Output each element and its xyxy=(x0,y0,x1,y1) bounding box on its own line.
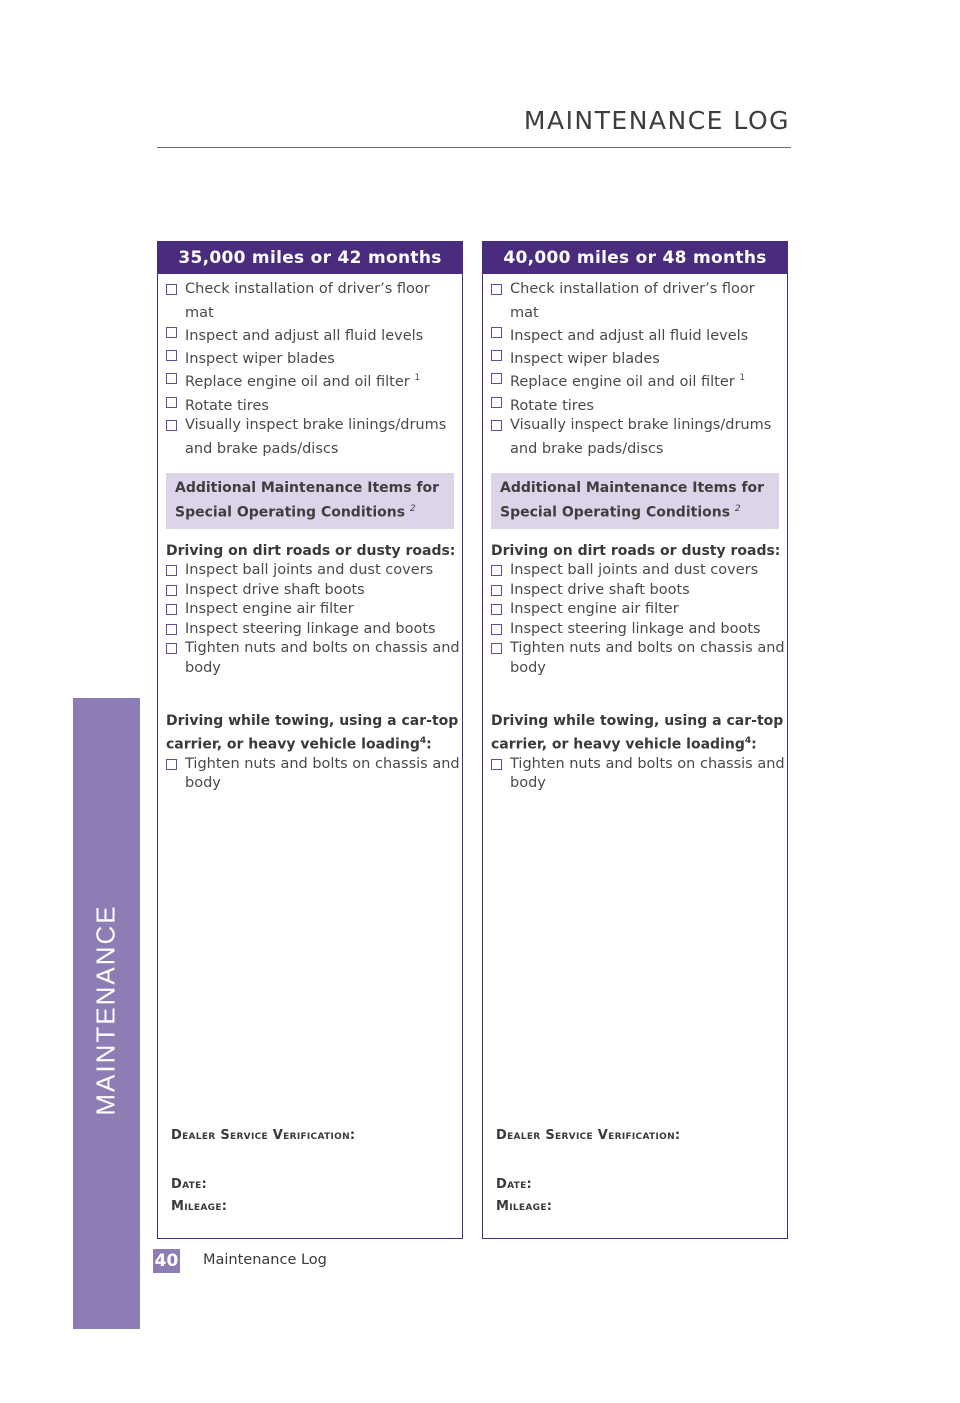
column-heading: 35,000 miles or 42 months xyxy=(158,242,462,274)
list-item: Inspect drive shaft boots xyxy=(491,581,787,601)
towing-heading: Driving while towing, using a car-top carrier, or heavy vehicle loading$^4$: xyxy=(491,713,784,753)
checkbox[interactable] xyxy=(491,373,502,384)
page-title: MAINTENANCE LOG xyxy=(523,106,790,135)
checkbox[interactable] xyxy=(166,373,177,384)
mileage-label: Mileage: xyxy=(496,1199,553,1214)
dirt-roads-heading: Driving on dirt roads or dusty roads: xyxy=(491,542,781,559)
additional-items-line1: Additional Maintenance Items for xyxy=(175,479,440,496)
additional-items-line2: Special Operating Conditions $^2$ xyxy=(175,503,416,521)
checkbox[interactable] xyxy=(491,327,502,338)
checkbox[interactable] xyxy=(491,643,502,654)
towing-checklist xyxy=(166,755,462,794)
list-item: Visually inspect brake linings/drums and brake pads/discs xyxy=(491,416,787,459)
date-label: Date: xyxy=(496,1177,533,1192)
list-item: Rotate tires xyxy=(166,393,462,416)
checkbox[interactable] xyxy=(166,327,177,338)
checkbox[interactable] xyxy=(166,624,177,635)
additional-items-line2: Special Operating Conditions $^2$ xyxy=(500,503,741,521)
mileage-label: Mileage: xyxy=(171,1199,228,1214)
list-item: Inspect engine air filter xyxy=(166,600,462,620)
list-item: Check installation of driver’s floor mat xyxy=(166,280,462,323)
dirt-roads-checklist xyxy=(491,561,787,678)
checkbox[interactable] xyxy=(166,397,177,408)
checkbox[interactable] xyxy=(491,759,502,770)
checkbox[interactable] xyxy=(491,565,502,576)
checkbox[interactable] xyxy=(166,350,177,361)
checkbox[interactable] xyxy=(166,604,177,615)
side-tab-label: MAINTENANCE xyxy=(90,904,121,1116)
standard-checklist xyxy=(166,280,462,459)
list-item: Check installation of driver’s floor mat xyxy=(491,280,787,323)
checkbox[interactable] xyxy=(166,643,177,654)
checkbox[interactable] xyxy=(166,585,177,596)
list-item: Inspect ball joints and dust covers xyxy=(166,561,462,581)
checkbox[interactable] xyxy=(166,420,177,431)
additional-items-line1: Additional Maintenance Items for xyxy=(500,479,765,496)
dirt-roads-checklist xyxy=(166,561,462,678)
checkbox[interactable] xyxy=(491,604,502,615)
dealer-verification-label: Dealer Service Verification: xyxy=(171,1128,356,1143)
checkbox[interactable] xyxy=(166,565,177,576)
list-item: Inspect wiper blades xyxy=(166,346,462,369)
checkbox[interactable] xyxy=(491,624,502,635)
date-label: Date: xyxy=(171,1177,208,1192)
list-item: Replace engine oil and oil filter $^1$ xyxy=(166,369,462,392)
list-item: Inspect drive shaft boots xyxy=(166,581,462,601)
checkbox[interactable] xyxy=(491,420,502,431)
list-item: Rotate tires xyxy=(491,393,787,416)
additional-items-box xyxy=(491,473,779,529)
list-item: Inspect engine air filter xyxy=(491,600,787,620)
additional-items-box xyxy=(166,473,454,529)
list-item: Inspect and adjust all fluid levels xyxy=(491,323,787,346)
list-item: Inspect steering linkage and boots xyxy=(491,620,787,640)
list-item: Tighten nuts and bolts on chassis and body xyxy=(166,639,462,678)
column-heading: 40,000 miles or 48 months xyxy=(483,242,787,274)
list-item: Tighten nuts and bolts on chassis and body xyxy=(491,639,787,678)
page-number: 40 xyxy=(154,1251,179,1271)
checkbox[interactable] xyxy=(491,350,502,361)
list-item: Visually inspect brake linings/drums and brake pads/discs xyxy=(166,416,462,459)
dealer-verification-label: Dealer Service Verification: xyxy=(496,1128,681,1143)
checkbox[interactable] xyxy=(166,284,177,295)
checkbox[interactable] xyxy=(491,284,502,295)
header-divider xyxy=(157,147,791,148)
checkbox[interactable] xyxy=(491,585,502,596)
log-column-35000 xyxy=(157,241,463,1239)
towing-heading: Driving while towing, using a car-top carrier, or heavy vehicle loading$^4$: xyxy=(166,713,459,753)
dirt-roads-heading: Driving on dirt roads or dusty roads: xyxy=(166,542,456,559)
list-item: Inspect wiper blades xyxy=(491,346,787,369)
log-column-40000 xyxy=(482,241,788,1239)
list-item: Tighten nuts and bolts on chassis and body xyxy=(166,755,462,794)
towing-checklist xyxy=(491,755,787,794)
list-item: Replace engine oil and oil filter $^1$ xyxy=(491,369,787,392)
list-item: Tighten nuts and bolts on chassis and body xyxy=(491,755,787,794)
list-item: Inspect and adjust all fluid levels xyxy=(166,323,462,346)
list-item: Inspect steering linkage and boots xyxy=(166,620,462,640)
standard-checklist xyxy=(491,280,787,459)
checkbox[interactable] xyxy=(166,759,177,770)
list-item: Inspect ball joints and dust covers xyxy=(491,561,787,581)
footer-section-label: Maintenance Log xyxy=(203,1252,327,1268)
checkbox[interactable] xyxy=(491,397,502,408)
